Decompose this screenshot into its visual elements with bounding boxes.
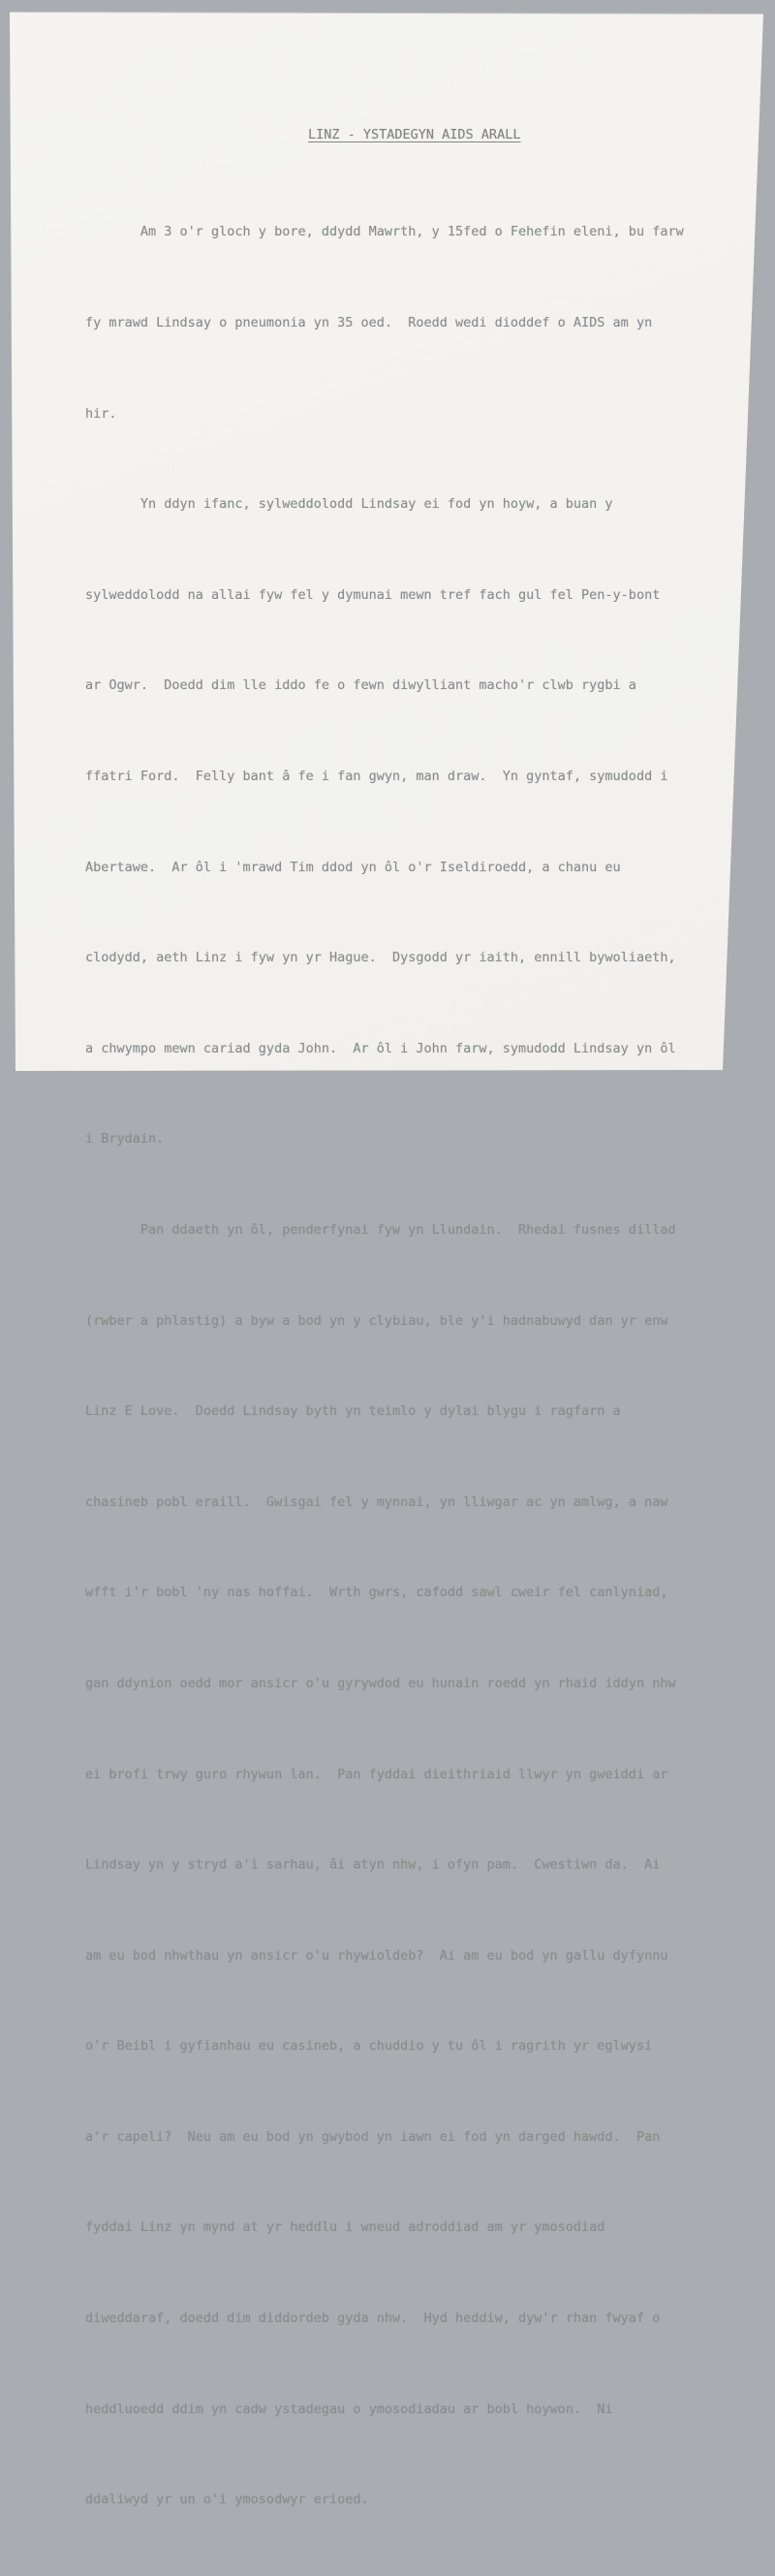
text-line: chasineb pobl eraill. Gwisgai fel y mynnai, yn lliwgar ac yn amlwg, a naw	[85, 1493, 668, 1510]
text-line: fy mrawd Lindsay o pneumonia yn 35 oed. Roedd wedi dioddef o AIDS am yn	[85, 315, 653, 330]
text-line: ffatri Ford. Felly bant â fe i fan gwyn, man draw. Yn gyntaf, symudodd i	[85, 768, 668, 784]
text-line: ddaliwyd yr un o'i ymosodwyr erioed.	[85, 2492, 369, 2508]
text-line: clodydd, aeth Linz i fyw yn yr Hague. Dysgodd yr iaith, ennill bywoliaeth,	[85, 950, 676, 966]
text-line: fyddai Linz yn mynd at yr heddlu i wneud adroddiad am yr ymosodiad	[85, 2219, 605, 2236]
text-line: (rwber a phlastig) a byw a bod yn y clybiau, ble y'i hadnabuwyd dan yr enw	[85, 1312, 668, 1329]
text-line: a chwympo mewn cariad gyda John. Ar ôl i John farw, symudodd Lindsay yn ôl	[85, 1040, 676, 1056]
text-line: Am 3 o'r gloch y bore, ddydd Mawrth, y 15fed o Fehefin eleni, bu farw	[85, 224, 684, 240]
text-line: heddluoedd ddim yn cadw ystadegau o ymosodiadau ar bobl hoywon. Ni	[85, 2401, 613, 2417]
text-line: ar Ogwr. Doedd dim lle iddo fe o fewn diwylliant macho'r clwb rygbi a	[85, 677, 636, 694]
text-line: am eu bod nhwthau yn ansicr o'u rhywioldeb? Ai am eu bod yn gallu dyfynnu	[85, 1947, 668, 1963]
document-body	[85, 157, 684, 2576]
text-line: Lindsay yn y stryd a'i sarhau, âi atyn nhw, i ofyn pam. Cwestiwn da. Ai	[85, 1857, 661, 1873]
text-line: i Brydain.	[85, 1131, 165, 1147]
document-title: LINZ - YSTADEGYN AIDS ARALL	[308, 127, 521, 142]
text-line: ei brofi trwy guro rhywun lan. Pan fyddai dieithriaid llwyr yn gweiddi ar	[85, 1766, 668, 1782]
text-line: sylweddolodd na allai fyw fel y dymunai mewn tref fach gul fel Pen-y-bont	[85, 586, 661, 603]
text-line: diweddaraf, doedd dim diddordeb gyda nhw. Hyd heddiw, dyw'r rhan fwyaf o	[85, 2310, 661, 2327]
text-line: o'r Beibl i gyfianhau eu casineb, a chuddio y tu ôl i ragrith yr eglwysi	[85, 2038, 653, 2055]
text-line: wfft i'r bobl 'ny nas hoffai. Wrth gwrs, cafodd sawl cweir fel canlyniad,	[85, 1585, 668, 1601]
text-line: Linz E Love. Doedd Lindsay byth yn teimlo y dylai blygu i ragfarn a	[85, 1403, 621, 1420]
text-line: Abertawe. Ar ôl i 'mrawd Tim ddod yn ôl o'r Iseldiroedd, a chanu eu	[85, 859, 621, 875]
text-line: Yn ddyn ifanc, sylweddolodd Lindsay ei fod yn hoyw, a buan y	[85, 496, 613, 513]
text-line: Pan ddaeth yn ôl, penderfynai fyw yn Llundain. Rhedai fusnes dillad	[85, 1221, 676, 1238]
text-line: hir.	[85, 405, 117, 422]
text-line: a'r capeli? Neu am eu bod yn gwybod yn iawn ei fod yn darged hawdd. Pan	[85, 2128, 661, 2145]
text-line: gan ddynion oedd mor ansicr o'u gyrywdod eu hunain roedd yn rhaid iddyn nhw	[85, 1675, 676, 1691]
